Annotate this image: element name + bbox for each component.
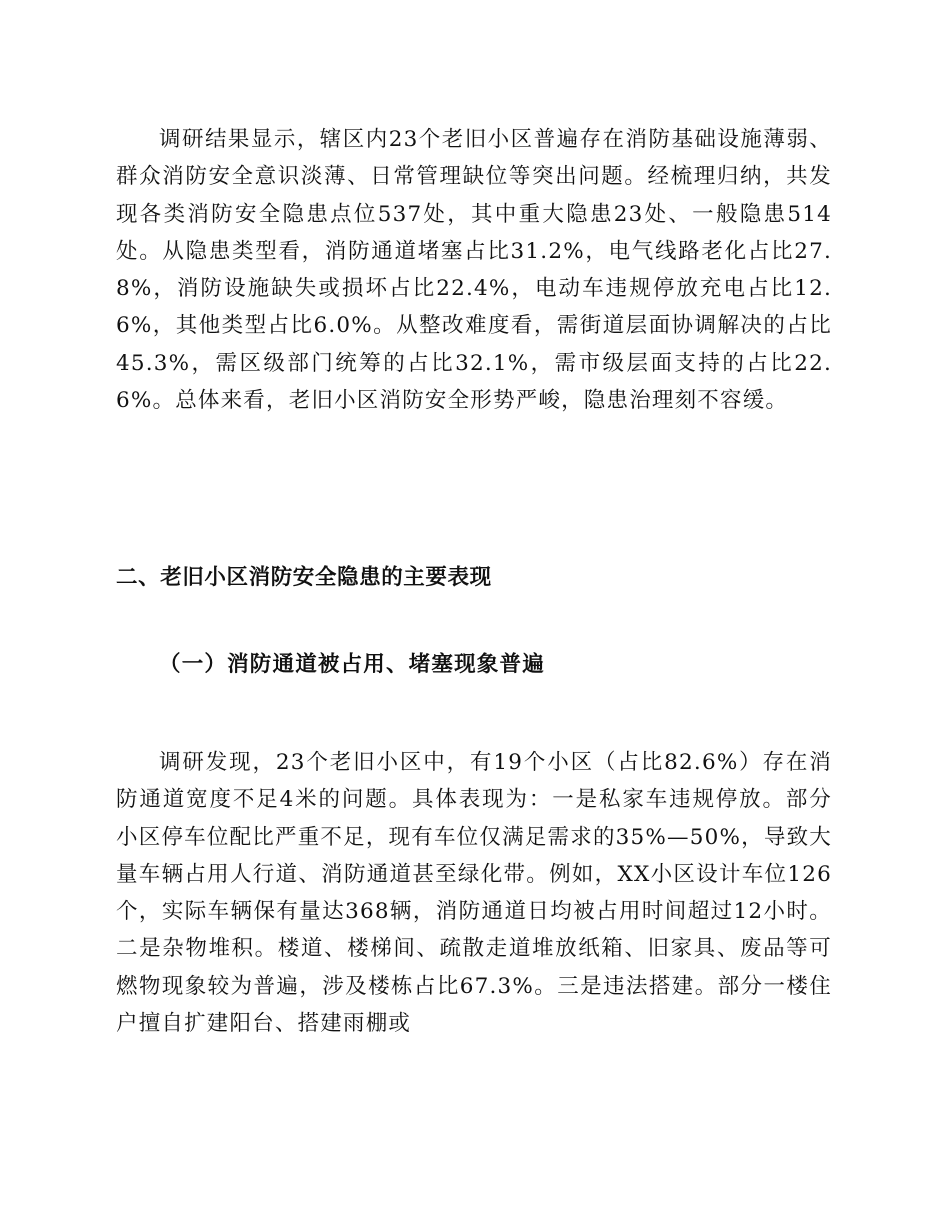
body-paragraph-fire-lanes: 调研发现，23个老旧小区中，有19个小区（占比82.6%）存在消防通道宽度不足4米的问题。具体表现为：一是私家车违规停放。部分小区停车位配比严重不足，现有车位仅满足需求的35%—50%，导致大量车辆占用人行道、消防通道甚至绿化带。例如，XX小区设计车位126个，实际车辆保有量达368辆，消防通道日均被占用时间超过12小时。二是杂物堆积。楼道、楼梯间、疏散走道堆放纸箱、旧家具、废品等可燃物现象较为普遍，涉及楼栋占比67.3%。三是违法搭建。部分一楼住户擅自扩建阳台、搭建雨棚或 (116, 750, 832, 1037)
body-paragraph-survey-results: 调研结果显示，辖区内23个老旧小区普遍存在消防基础设施薄弱、群众消防安全意识淡薄、日常管理缺位等突出问题。经梳理归纳，共发现各类消防安全隐患点位537处，其中重大隐患23处、一般隐患514处。从隐患类型看，消防通道堵塞占比31.2%，电气线路老化占比27.8%，消防设施缺失或损坏占比22.4%，电动车违规停放充电占比12.6%，其他类型占比6.0%。从整改难度看，需街道层面协调解决的占比45.3%，需区级部门统筹的占比32.1%，需市级层面支持的占比22.6%。总体来看，老旧小区消防安全形势严峻，隐患治理刻不容缓。 (116, 127, 832, 414)
section-heading: 二、老旧小区消防安全隐患的主要表现 (116, 565, 492, 590)
subsection-heading: （一）消防通道被占用、堵塞现象普遍 (159, 652, 545, 677)
